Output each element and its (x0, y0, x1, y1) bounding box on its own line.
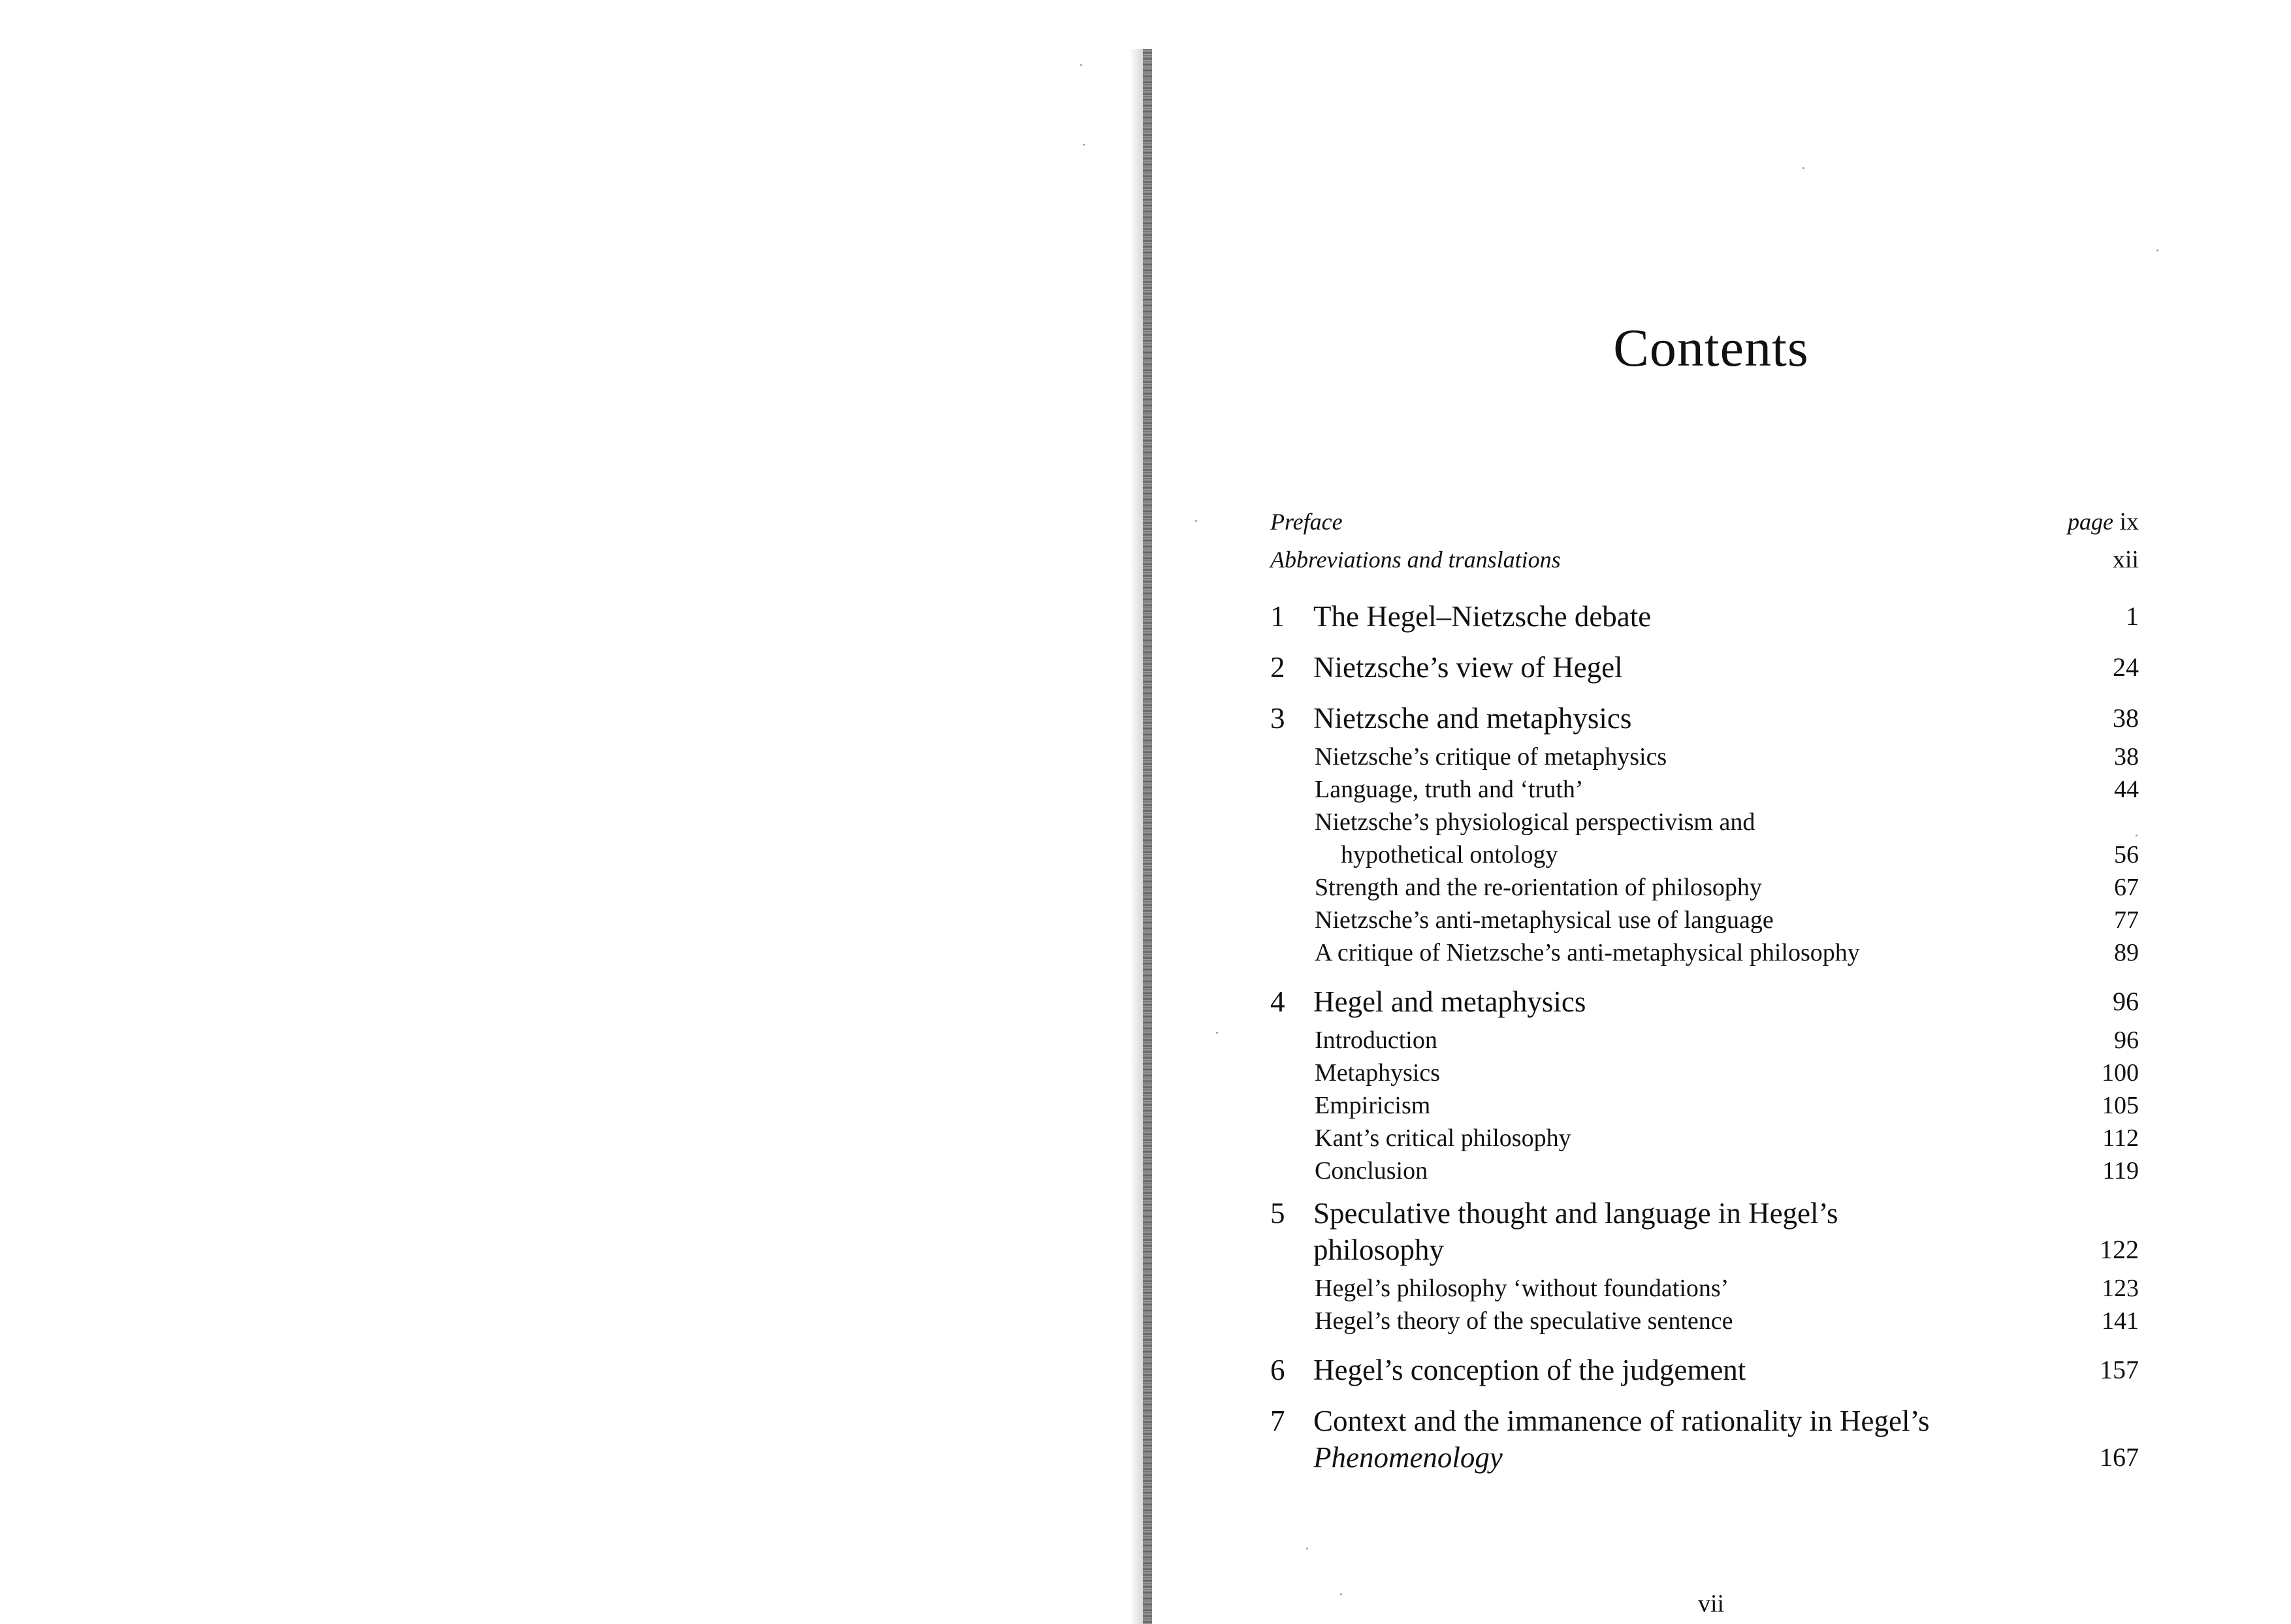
scan-speck (1083, 144, 1085, 146)
section-title: Nietzsche’s physiological perspectivism and (1315, 808, 1755, 836)
toc-page-number: 112 (2102, 1124, 2139, 1152)
toc-page-number: 44 (2114, 776, 2139, 803)
scan-speck (1216, 1032, 1218, 1034)
section-title: Nietzsche’s anti-metaphysical use of language (1315, 906, 1774, 934)
toc-page-number: 105 (2102, 1092, 2139, 1119)
toc-section[interactable] (1270, 1089, 2139, 1122)
chapter-title (1313, 1403, 2041, 1476)
toc-page-number: 24 (2113, 652, 2139, 682)
scan-speck (1080, 64, 1082, 66)
toc-page-number: 141 (2102, 1307, 2139, 1335)
section-title: Empiricism (1315, 1092, 1431, 1119)
chapter-number: 2 (1270, 651, 1285, 684)
table-of-contents (1270, 503, 2139, 1476)
toc-page-number: 96 (2114, 1027, 2139, 1054)
toc-page-number: 89 (2114, 939, 2139, 966)
toc-page-number: 56 (2114, 841, 2139, 868)
toc-section[interactable] (1270, 936, 2139, 969)
chapter-title: Nietzsche and metaphysics (1313, 702, 1632, 735)
book-spine (1143, 49, 1152, 1624)
chapter-number: 1 (1270, 600, 1285, 633)
toc-page-number: 123 (2102, 1275, 2139, 1302)
toc-entry-title: Abbreviations and translations (1270, 547, 1561, 573)
section-title: Hegel’s philosophy ‘without foundations’ (1315, 1275, 1729, 1302)
section-title: Strength and the re-orientation of philosophy (1315, 874, 1762, 901)
toc-chapter-3[interactable] (1270, 700, 2139, 737)
toc-page-number: 38 (2114, 743, 2139, 771)
section-title: Metaphysics (1315, 1059, 1441, 1087)
chapter-title-italic: Phenomenology (1313, 1441, 1503, 1474)
toc-page-number: xii (2112, 546, 2139, 573)
toc-section[interactable] (1270, 1305, 2139, 1337)
toc-chapter-1[interactable] (1270, 598, 2139, 635)
toc-page-number: 100 (2102, 1059, 2139, 1087)
toc-section[interactable] (1270, 740, 2139, 773)
chapter-number: 3 (1270, 702, 1285, 735)
page-folio: vii (1697, 1590, 1725, 1617)
toc-chapter-4[interactable] (1270, 983, 2139, 1020)
toc-front-abbreviations[interactable] (1270, 541, 2139, 579)
toc-page-number: 157 (2100, 1355, 2139, 1384)
scan-speck (2156, 249, 2158, 251)
section-title: A critique of Nietzsche’s anti-metaphysical philosophy (1315, 939, 1860, 966)
toc-page-number: 122 (2100, 1235, 2139, 1264)
toc-section[interactable] (1270, 773, 2139, 806)
chapter-number: 5 (1270, 1197, 1285, 1230)
toc-page-number: 77 (2114, 906, 2139, 934)
toc-section[interactable] (1270, 1024, 2139, 1057)
section-title: Language, truth and ‘truth’ (1315, 776, 1584, 803)
section-title: Kant’s critical philosophy (1315, 1124, 1571, 1152)
toc-chapter-7[interactable] (1270, 1403, 2139, 1476)
toc-page-number: page ix (2067, 508, 2139, 535)
chapter-title: Hegel’s conception of the judgement (1313, 1354, 1746, 1386)
toc-section[interactable] (1270, 904, 2139, 936)
section-title-continued: hypothetical ontology (1341, 841, 1558, 868)
toc-section[interactable] (1270, 1057, 2139, 1089)
toc-chapter-2[interactable] (1270, 649, 2139, 686)
chapter-number: 6 (1270, 1354, 1285, 1386)
toc-page-number: 38 (2113, 703, 2139, 733)
section-title: Hegel’s theory of the speculative sentence (1315, 1307, 1733, 1335)
toc-front-preface[interactable] (1270, 503, 2139, 541)
toc-section[interactable] (1270, 1122, 2139, 1154)
page-title: Contents (1613, 318, 1809, 377)
chapter-number: 4 (1270, 985, 1285, 1018)
toc-section[interactable] (1270, 1154, 2139, 1187)
section-title: Nietzsche’s critique of metaphysics (1315, 743, 1667, 771)
toc-section[interactable] (1270, 871, 2139, 904)
scan-speck (1340, 1593, 1342, 1595)
toc-chapter-5[interactable] (1270, 1195, 2139, 1268)
toc-page-number: 167 (2100, 1442, 2139, 1472)
scan-speck (1802, 167, 1804, 169)
toc-page-number: 96 (2113, 987, 2139, 1016)
toc-page-number: 1 (2126, 601, 2139, 631)
toc-section[interactable] (1270, 1272, 2139, 1305)
chapter-number: 7 (1270, 1405, 1285, 1437)
toc-chapter-6[interactable] (1270, 1352, 2139, 1388)
chapter-title: Speculative thought and language in Hegel’s philosophy (1313, 1197, 1838, 1266)
scan-speck (1195, 520, 1197, 522)
section-title: Introduction (1315, 1027, 1437, 1054)
chapter-title: The Hegel–Nietzsche debate (1313, 600, 1652, 633)
scan-speck (1306, 1548, 1308, 1550)
chapter-title: Nietzsche’s view of Hegel (1313, 651, 1623, 684)
section-title: Conclusion (1315, 1157, 1428, 1185)
toc-page-number: 119 (2102, 1157, 2139, 1185)
toc-page-number: 67 (2114, 874, 2139, 901)
chapter-title: Hegel and metaphysics (1313, 985, 1586, 1018)
chapter-title-main: Context and the immanence of rationality in Hegel’s (1313, 1405, 1930, 1437)
toc-entry-title: Preface (1270, 509, 1343, 535)
toc-section[interactable] (1270, 806, 2139, 871)
spine-shadow (1130, 49, 1143, 1624)
